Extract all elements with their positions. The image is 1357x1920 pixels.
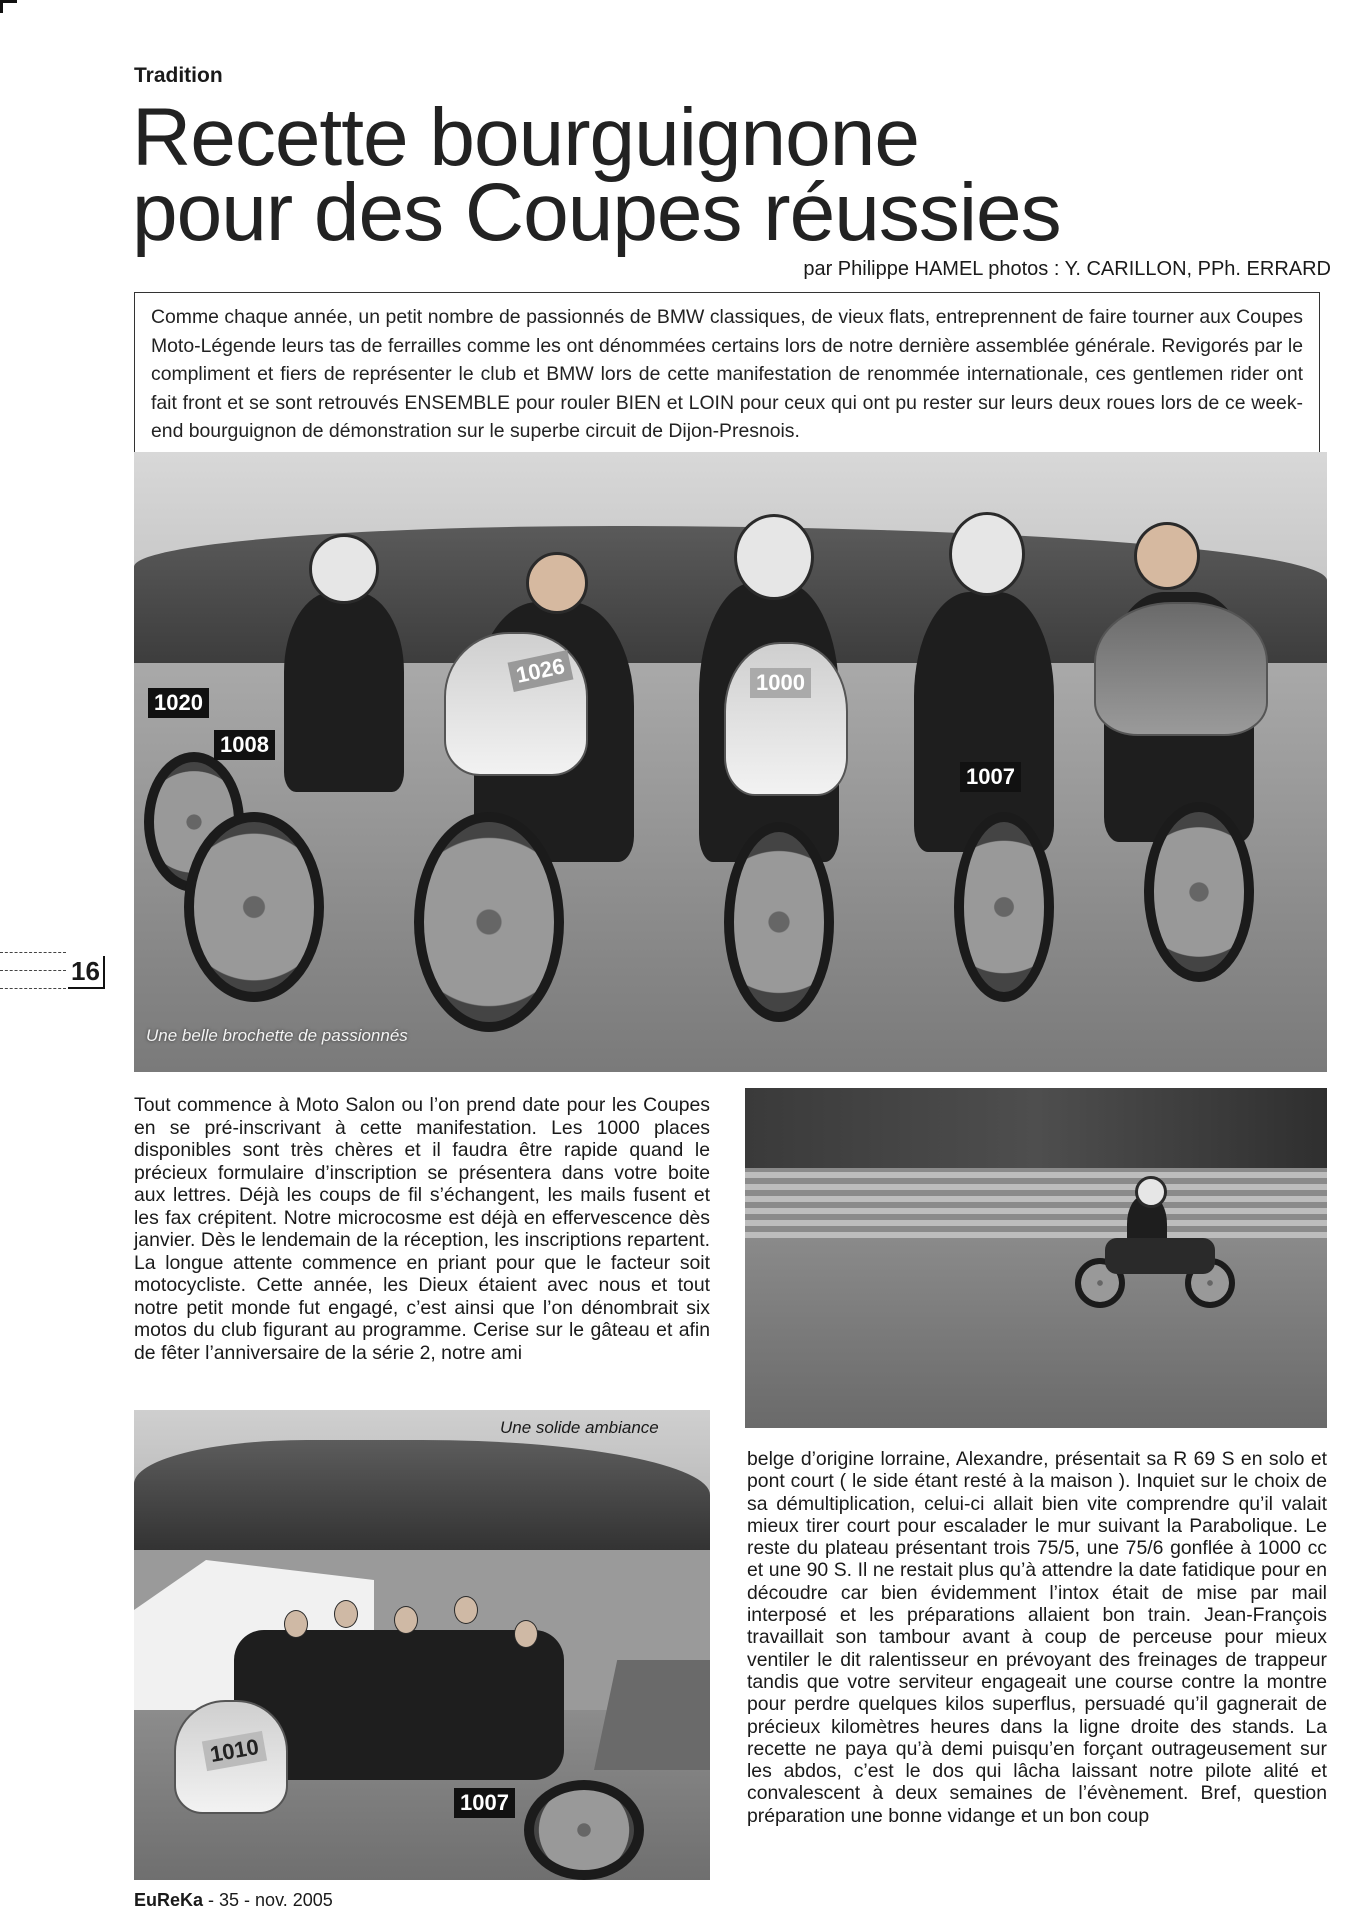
face-icon [334, 1600, 358, 1628]
issue-info: - 35 - nov. 2005 [203, 1890, 333, 1910]
motorcycle-wheel [524, 1780, 644, 1880]
photo-grey-tent [594, 1660, 710, 1770]
photo-riders-lineup [134, 452, 1327, 1072]
rider-silhouette [914, 592, 1054, 852]
helmet-icon [949, 512, 1025, 596]
article-body-column-2: belge d’origine lorraine, Alexandre, présentait sa R 69 S en solo et pont court ( le side étant resté à la maison ). Inquiet sur le choix de sa démultiplication, celui-ci allait bien vite comprendre qu’il valait mieux tirer court pour escalader le mur suivant la Parabolique. Le reste du plateau présentant trois 75/5, une 75/6 gonflée à 1000 cc et une 90 S. Il ne restait plus qu’à attendre la date fatidique pour en découdre car bien évidemment l’intox était de mise par mail interposé et les préparations allaient bon train. Jean-François travaillait son tambour avant à coup de perceuse pour mieux ventiler le dit ralentisseur en prévoyant des freinages de trappeur tandis que votre serviteur engageait une course contre la montre pour perdre quelques kilos superflus, persuadé qu’il gagnerait de précieux kilomètres heures dans la ligne droite des stands. La recette ne paya qu’à demi puisqu’en forçant outrageusement sur les abdos, c’est le dos qui lâcha laissant notre pilote alité et convalescent à deux semaines de l’évènement. Bref, question préparation une bonne vidange et un bon coup [747, 1448, 1327, 1827]
photo-group-tent [134, 1410, 710, 1880]
race-number-plate: 1010 [202, 1731, 267, 1771]
motorcycle-wheel [1144, 802, 1254, 982]
face-icon [394, 1606, 418, 1634]
title-line-2: pour des Coupes réussies [132, 167, 1061, 259]
magazine-name: EuReKa [134, 1890, 204, 1910]
motorcycle-wheel [954, 812, 1054, 1002]
face-icon [454, 1596, 478, 1624]
motorcycle-wheel [724, 822, 834, 1022]
photo-barrier [745, 1168, 1327, 1238]
race-number-plate: 1000 [750, 668, 811, 698]
photo-rider-on-track [745, 1088, 1327, 1428]
race-number-plate: 1007 [454, 1788, 515, 1818]
photo-blur-background [745, 1088, 1327, 1168]
race-number-plate: 1008 [214, 730, 275, 760]
race-number-plate: 1020 [148, 688, 209, 718]
motorcycle-wheel [184, 812, 324, 1002]
face-icon [514, 1620, 538, 1648]
byline: par Philippe HAMEL photos : Y. CARILLON, PPh. ERRARD [803, 258, 1331, 280]
crop-mark [0, 0, 17, 13]
photo-trees [134, 1440, 710, 1550]
motorcycle-fairing [1094, 602, 1268, 736]
section-label: Tradition [134, 64, 223, 87]
title-line-1: Recette bourguignone [132, 92, 919, 183]
page-marker-line [0, 970, 66, 971]
helmet-icon [526, 552, 588, 614]
photo-caption: Une solide ambiance [500, 1418, 659, 1437]
helmet-icon [309, 534, 379, 604]
page-marker-line [0, 988, 66, 989]
photo-caption: Une belle brochette de passionnés [146, 1026, 408, 1045]
motorcycle-fairing [724, 642, 848, 796]
helmet-icon [1135, 1176, 1167, 1208]
page-marker-line [0, 952, 66, 953]
article-title [132, 92, 1061, 259]
article-body-column-1: Tout commence à Moto Salon ou l’on prend date pour les Coupes en se pré-inscrivant à cette manifestation. Les 1000 places disponibles sont très chères et il faudra être rapide quand le précieux formulaire d’inscription se présentera dans votre boite aux lettres. Déjà les coups de fil s’échangent, les mails fusent et les fax crépitent. Notre microcosme est déjà en effervescence dès janvier. Dès le lendemain de la réception, les inscriptions repartent. La longue attente commence en priant pour que le facteur soit motocycliste. Cette année, les Dieux étaient avec nous et tout notre petit monde fut engagé, c’est ainsi que l’on dénombrait six motos du club figurant au programme. Cerise sur le gâteau et afin de fêter l’anniversaire de la série 2, notre ami [134, 1094, 710, 1364]
helmet-icon [734, 514, 814, 600]
page-footer [134, 1890, 333, 1911]
motorcycle-wheel [414, 812, 564, 1032]
race-number-plate: 1007 [960, 762, 1021, 792]
rider-silhouette [284, 592, 404, 792]
helmet-icon [1134, 522, 1200, 590]
photo-track-surface [745, 1238, 1327, 1428]
motorcycle-body [1105, 1238, 1215, 1274]
page-number: 16 [68, 956, 105, 989]
intro-box: Comme chaque année, un petit nombre de passionnés de BMW classiques, de vieux flats, entreprennent de faire tourner aux Coupes Moto-Légende leurs tas de ferrailles comme les ont dénommées certains lors de notre dernière assemblée générale. Revigorés par le compliment et fiers de représenter le club et BMW lors de cette manifestation de renommée internationale, ces gentlemen rider ont fait front et se sont retrouvés ENSEMBLE pour rouler BIEN et LOIN pour ceux qui ont pu rester sur leurs deux roues lors de ce week-end bourguignon de démonstration sur le superbe circuit de Dijon-Presnois. [134, 292, 1320, 462]
face-icon [284, 1610, 308, 1638]
race-number-plate: 1026 [508, 650, 574, 692]
